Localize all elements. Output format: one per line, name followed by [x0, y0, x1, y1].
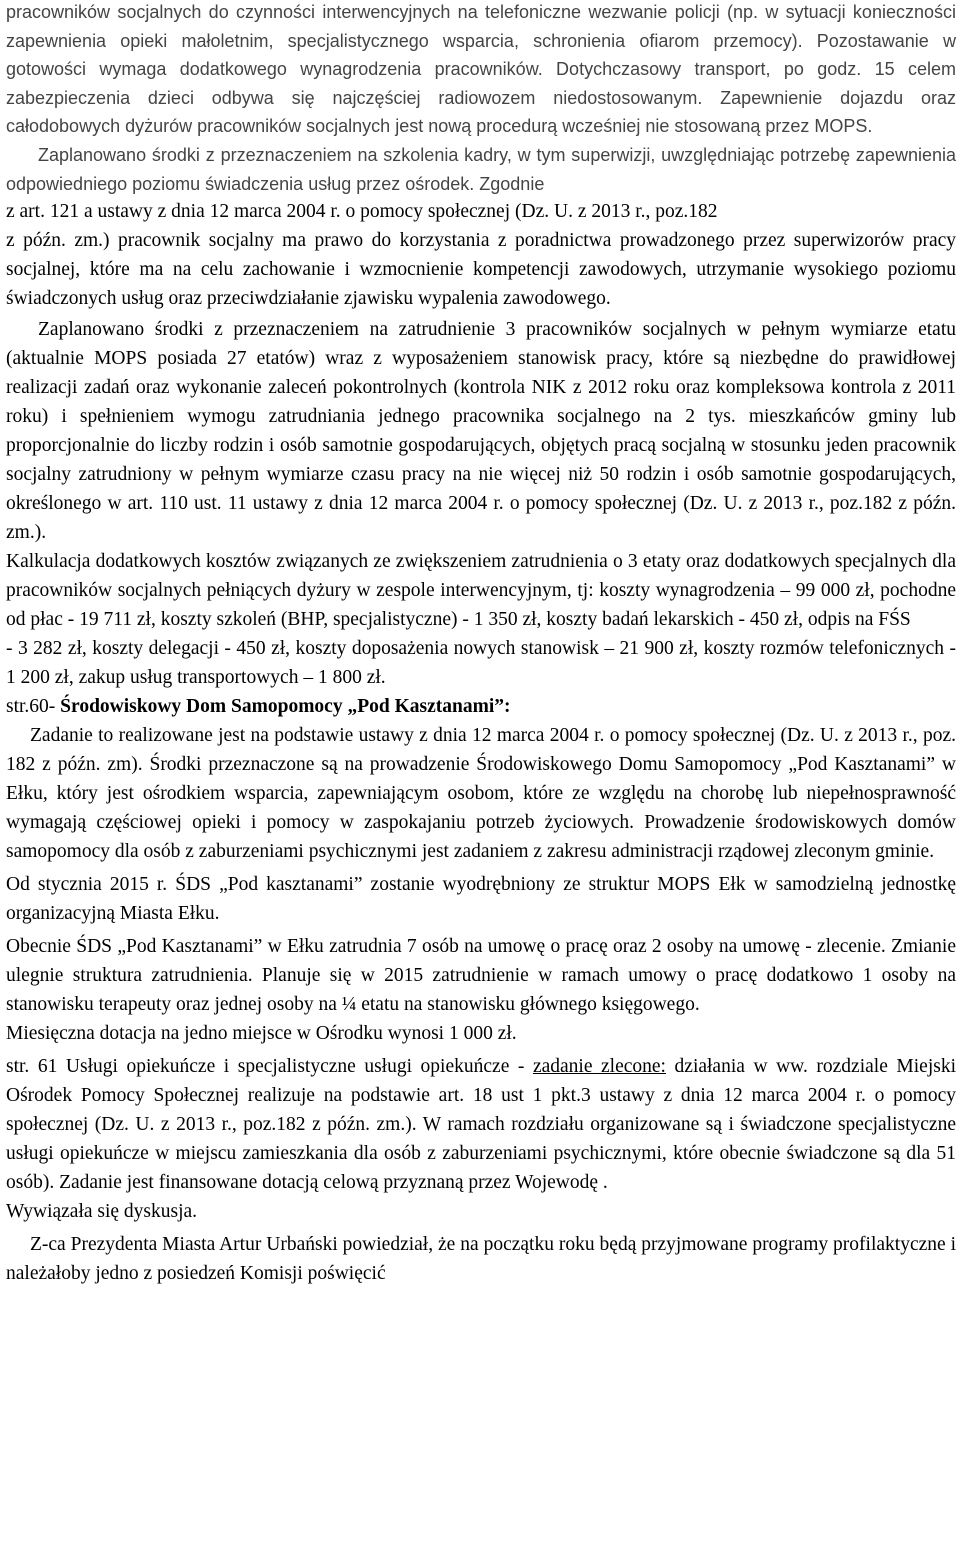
paragraph-discussion: Wywiązała się dyskusja. — [6, 1201, 198, 1223]
paragraph-deputy-president: Z-ca Prezydenta Miasta Artur Urbański powiedział, że na początku roku będą przyjmowane programy profilaktyczne i należałoby jedno z posiedzeń Komisji poświęcić — [6, 1234, 956, 1285]
document-page — [6, 0, 956, 1565]
paragraph-supervision-rights: z późn. zm.) pracownik socjalny ma prawo do korzystania z poradnictwa prowadzonego przez superwizorów pracy socjalnej, które ma na celu zachowanie i wzmocnienie kompetencji zawodowych, utrzymanie wysokiego poziomu świadczonych usług oraz przeciwdziałanie zjawisku wypalenia zawodowego. — [6, 230, 956, 310]
commissioned-task-label: zadanie zlecone: — [532, 1056, 666, 1078]
section-heading-sds — [6, 692, 956, 721]
paragraph-monthly-subsidy: Miesięczna dotacja na jedno miejsce w Ośrodku wynosi 1 000 zł. — [6, 1023, 517, 1045]
paragraph-cost-continuation: - 3 282 zł, koszty delegacji - 450 zł, koszty doposażenia nowych stanowisk – 21 900 zł, koszty rozmów telefonicznych - 1 200 zł, zakup usług transportowych – 1 800 zł. — [6, 638, 956, 689]
care-services-body: działania w ww. rozdziale Miejski Ośrodek Pomocy Społecznej realizuje na podstawie art. 18 ust 1 pkt.3 ustawy z dnia 12 marca 2004 r. o pomocy społecznej (Dz. U. z 2013 r., poz.182 z późn. zm.). W ramach rozdziału organizowane są i świadczone specjalistyczne usługi opiekuńcze w miejscu zamieszkania dla osób z zaburzeniami psychicznymi, które obecnie świadczone są dla 51 osób). Zadanie jest finansowane dotacją celową przyznaną przez Wojewodę . — [6, 1056, 956, 1194]
paragraph-sds-employment: Obecnie ŚDS „Pod Kasztanami” w Ełku zatrudnia 7 osób na umowę o pracę oraz 2 osoby na umowę - zlecenie. Zmianie ulegnie struktura zatrudnienia. Planuje się w 2015 zatrudnienie w ramach umowy o pracę dodatkowo 1 osoby na stanowisku terapeuty oraz jednej osoby na ¼ etatu na stanowisku głównego księgowego. — [6, 936, 956, 1016]
paragraph-care-services — [6, 1052, 956, 1197]
paragraph-cost-calculation: Kalkulacja dodatkowych kosztów związanych ze zwiększeniem zatrudnienia o 3 etaty oraz dodatkowych specjalnych dla pracowników socjalnych pełniących dyżury w zespole interwencyjnym, tj: koszty wynagrodzenia – 99 000 zł, pochodne od płac - 19 711 zł, koszty szkoleń (BHP, specjalistyczne) - 1 350 zł, koszty badań lekarskich - 450 zł, odpis na FŚS — [6, 551, 956, 631]
paragraph-supervision-training: Zaplanowano środki z przeznaczeniem na szkolenia kadry, w tym superwizji, uwzględniając potrzebę zapewnienia odpowiedniego poziomu świadczenia usług przez ośrodek. Zgodnie — [6, 144, 956, 194]
care-services-intro: str. 61 Usługi opiekuńcze i specjalistyczne usługi opiekuńcze - — [6, 1056, 533, 1078]
paragraph-sds-basis: Zadanie to realizowane jest na podstawie ustawy z dnia 12 marca 2004 r. o pomocy społecznej (Dz. U. z 2013 r., poz. 182 z późn. zm). Środki przeznaczone są na prowadzenie Środowiskowego Domu Samopomocy „Pod Kasztanami” w Ełku, który jest ośrodkiem wsparcia, zapewniającym osobom, które ze względu na chorobę lub niepełnosprawność wymagają częściowej opieki i pomocy w zaspokajaniu potrzeb życiowych. Prowadzenie środowiskowych domów samopomocy dla osób z zaburzeniami psychicznymi jest zadaniem z zakresu administracji rządowej zleconym gminie. — [6, 725, 956, 863]
heading-title: Środowiskowy Dom Samopomocy „Pod Kasztanami”: — [60, 696, 511, 718]
paragraph-new-staff: Zaplanowano środki z przeznaczeniem na zatrudnienie 3 pracowników socjalnych w pełnym wymiarze etatu (aktualnie MOPS posiada 27 etatów) wraz z wyposażeniem stanowisk pracy, które są niezbędne do prawidłowej realizacji zadań oraz wykonanie zaleceń pokontrolnych (kontrola NIK z 2012 roku oraz kompleksowa kontrola z 2011 roku) i spełnieniem wymogu zatrudniania jednego pracownika socjalnego na 2 tys. mieszkańców gminy lub proporcjonalnie do liczby rodzin i osób samotnie gospodarujących, objętych pracą socjalną w stosunku jeden pracownik socjalny zatrudniony w pełnym wymiarze czasu pracy na nie więcej niż 50 rodzin i osób samotnie gospodarujących, określonego w art. 110 ust. 11 ustawy z dnia 12 marca 2004 r. o pomocy społecznej (Dz. U. z 2013 r., poz.182 z późn. zm.). — [6, 319, 956, 544]
paragraph-sds-separation: Od stycznia 2015 r. ŚDS „Pod kasztanami” zostanie wyodrębniony ze struktur MOPS Ełk w samodzielną jednostkę organizacyjną Miasta Ełku. — [6, 874, 956, 925]
paragraph-duty-transport: pracowników socjalnych do czynności interwencyjnych na telefoniczne wezwanie policji (np. w sytuacji konieczności zapewnienia opieki małoletnim, specjalistycznego wsparcia, schronienia ofiarom przemocy). Pozostawanie w gotowości wymaga dodatkowego wynagrodzenia pracowników. Dotychczasowy transport, po godz. 15 celem zabezpieczenia dzieci odbywa się najczęściej radiowozem niedostosowanym. Zapewnienie dojazdu oraz całodobowych dyżurów pracowników socjalnych jest nową procedurą wcześniej nie stosowaną przez MOPS. — [6, 2, 956, 137]
paragraph-legal-basis-line: z art. 121 a ustawy z dnia 12 marca 2004 r. o pomocy społecznej (Dz. U. z 2013 r., poz.182 — [6, 201, 718, 223]
heading-prefix: str.60- — [6, 696, 61, 718]
